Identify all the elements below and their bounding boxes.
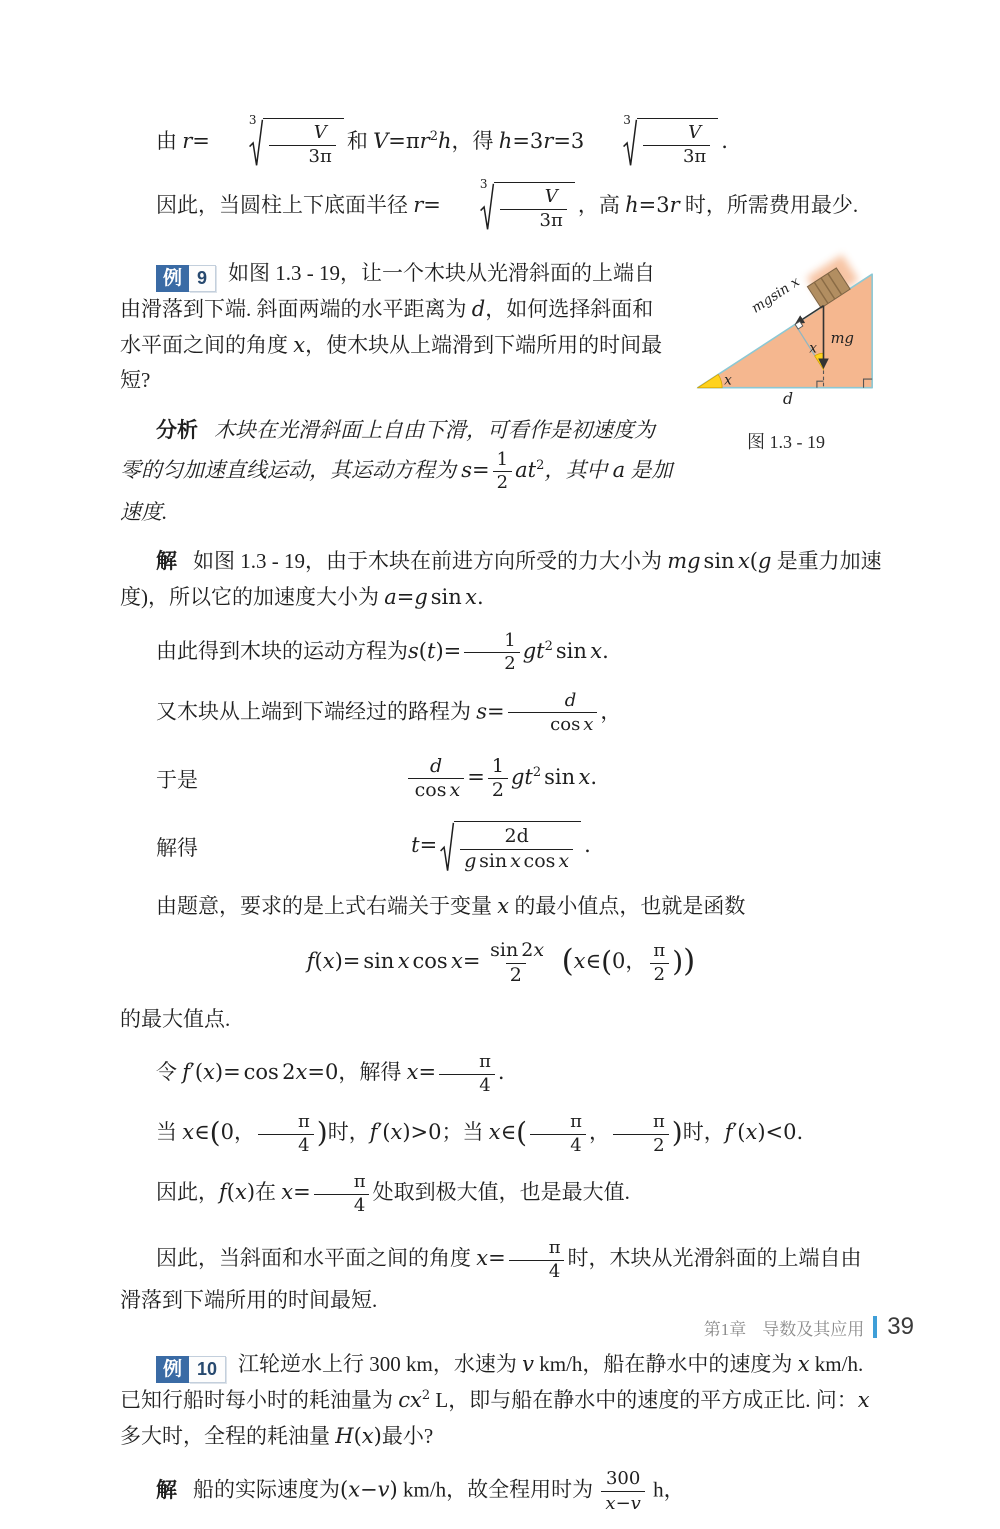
analysis-paragraph: 分析 木块在光滑斜面上自由下滑，可看作是初速度为零的匀加速直线运动，其运动方程为 s= $\frac{1}{2}$ $at^2$，其中 a 是加速度. <box>120 418 673 524</box>
text: 时，木块从光滑斜面的上端自由滑落到下端所用的时间最短. <box>120 1246 862 1313</box>
motion-equation-paragraph: 由此得到木块的运动方程为s(t)= $\frac{1}{2}$ $gt^2$ sin x. <box>156 629 609 675</box>
text: 由 <box>156 128 183 153</box>
text: ；当 <box>441 1120 489 1144</box>
cube-root: 3 $\frac{V}{3\pi}$ <box>444 182 575 232</box>
radical-sign <box>440 821 454 874</box>
cube-root: 3 $\frac{V}{3\pi}$ <box>587 118 718 168</box>
text: 最小? <box>381 1423 434 1448</box>
cube-root: 3 $\frac{V}{3\pi}$ <box>213 118 344 168</box>
label-x-left: x <box>724 372 732 389</box>
text: 因此，当斜面和水平面之间的角度 <box>156 1246 477 1270</box>
text: ，高 <box>577 192 626 217</box>
text: 的最大值点. <box>120 1006 231 1031</box>
text: 令 <box>156 1060 183 1084</box>
text: ，其中 <box>544 457 613 482</box>
page-footer <box>704 1313 914 1341</box>
solution-paragraph-2: 解 船的实际速度为(x−v) km/h，故全程用时为 $\frac{300}{x-v}$ h， <box>156 1468 685 1514</box>
max-point-paragraph <box>120 1002 882 1038</box>
text: 是重力加速度)，所以它的加速度大小为 <box>120 549 882 610</box>
label-mgsinx: mgsin x <box>748 273 803 317</box>
example-9-block <box>120 256 882 616</box>
text: 当 <box>156 1120 183 1144</box>
text: km/h. 已知行船时每小时的耗油量为 <box>120 1351 864 1412</box>
text: 又木块从上端到下端经过的路程为 <box>156 699 477 724</box>
figure-1-3-19 <box>690 258 882 454</box>
text: 和 <box>346 128 374 153</box>
page-number: 39 <box>887 1313 914 1340</box>
text: 木块在光滑斜面上自由下滑，可看作是初速度为零的匀加速直线运动，其运动方程为 <box>120 418 655 482</box>
text: 处取到极大值，也是最大值. <box>372 1180 630 1204</box>
inclined-plane-diagram <box>694 258 878 408</box>
example-label: 例 <box>156 265 189 292</box>
example-badge <box>156 265 216 292</box>
text: 多大时，全程的耗油量 <box>120 1423 336 1448</box>
row-label: 解得 <box>156 836 198 861</box>
example-badge <box>156 1356 226 1383</box>
body-paragraph-1: 由 r= 3 $\frac{V}{3\pi}$ 和 $V=\pi r^2h$，得 h=3r=3 3 $\frac{V}{3\pi}$ . <box>156 113 728 167</box>
body-paragraph-2: 因此，当圆柱上下底面半径 r= 3 $\frac{V}{3\pi}$ ，高 h=3r 时，所需费用最少. <box>156 177 859 231</box>
derivative-paragraph: 令 f′(x)= cos 2x=0，解得 x= $\frac{\pi}{4}$ . <box>156 1051 505 1096</box>
text: 是加速度. <box>120 457 673 524</box>
text: ，解得 <box>338 1060 407 1084</box>
label-mg: mg <box>830 330 854 348</box>
text: 由题意，要求的是上式右端关于变量 <box>156 894 498 919</box>
text: ， <box>600 699 622 724</box>
path-length-paragraph: 又木块从上端到下端经过的路程为 s= $\frac{d}{\text{cos x}}$ ， <box>156 689 622 736</box>
equation-row-yushi <box>120 753 882 805</box>
solution-paragraph-1: 解 如图 1.3 - 19，由于木块在前进方向所受的力大小为 mg sin x(g 是重力加速度)，所以它的加速度大小为 a=g sin x. <box>120 549 882 610</box>
angle-x-left <box>698 374 722 387</box>
conclusion-max-paragraph: 因此，f(x)在 x= $\frac{\pi}{4}$ 处取到极大值，也是最大值. <box>156 1171 630 1216</box>
equation-row-jiede <box>120 821 882 874</box>
label-d: d <box>783 388 794 408</box>
text: 船的实际速度为 <box>193 1477 340 1502</box>
display-equation: $\frac{d}{\text{cos x}}$ = $\frac{1}{2}$ $gt^2$ sin x. <box>120 755 882 804</box>
text: 如图 1.3 - 19，由于木块在前进方向所受的力大小为 <box>193 549 668 574</box>
text: 因此， <box>156 1180 219 1204</box>
square-root: $\frac{2d}{\text{g sin x cos x}}$ <box>440 821 581 874</box>
footer-chapter: 第1章 <box>703 1319 747 1339</box>
text: L，即与船在静水中的速度的平方成正比. 问： <box>430 1387 858 1412</box>
final-conclusion-paragraph: 因此，当斜面和水平面之间的角度 x= $\frac{\pi}{4}$ 时，木块从光滑斜面的上端自由滑落到下端所用的时间最短. <box>120 1237 862 1313</box>
text: 如图 1.3 - 19，让一个木块从光滑斜面的上端自由滑落到下端. 斜面两端的水平距离为 <box>120 261 656 321</box>
text: 江轮逆水上行 300 km，水速为 <box>238 1351 523 1376</box>
text: 在 <box>255 1180 282 1204</box>
monotonicity-paragraph: 当 x∈(0， $\frac{\pi}{4}$ )时，f′(x)>0；当 x∈( $\frac{\pi}{4}$ ， $\frac{\pi}{2}$ )时，f′(x)<0. <box>156 1111 804 1156</box>
text: km/h，故全程用时为 <box>397 1477 599 1502</box>
solution-label: 解 <box>156 549 177 574</box>
function-definition-equation: f(x)= sin x cos x= $\frac{\sin 2x}{2}$ (x∈(0， $\frac{\pi}{2}$ )) <box>306 939 696 986</box>
example-9-statement: 例 9 如图 1.3 - 19，让一个木块从光滑斜面的上端自由滑落到下端. 斜面两端的水平距离为 d，如何选择斜面和水平面之间的角度 x，使木块从上端滑到下端所用的时间最短? <box>120 261 663 393</box>
analysis-label: 分析 <box>156 418 198 443</box>
text: 时， <box>682 1120 725 1144</box>
text: 时，所需费用最少. <box>679 192 859 217</box>
display-equation: t= $\frac{2d}{\text{g sin x cos x}}$ . <box>120 821 882 874</box>
example-number: 10 <box>189 1356 226 1383</box>
solution-label: 解 <box>156 1477 177 1502</box>
text: km/h，船在静水中的速度为 <box>534 1351 798 1376</box>
example-label: 例 <box>156 1356 189 1383</box>
text: 由此得到木块的运动方程为 <box>156 638 408 663</box>
problem-restatement: 由题意，要求的是上式右端关于变量 x 的最小值点，也就是函数 <box>156 894 746 919</box>
footer-accent-bar <box>873 1316 877 1338</box>
label-x-inner: x <box>809 340 818 357</box>
text: h， <box>647 1477 685 1502</box>
footer-section-title: 导数及其应用 <box>762 1319 865 1339</box>
figure-caption: 图 1.3 - 19 <box>747 432 825 452</box>
row-label: 于是 <box>156 767 198 792</box>
text: 的最小值点，也就是函数 <box>509 894 746 919</box>
example-number: 9 <box>189 265 216 292</box>
text: ，得 <box>451 128 499 153</box>
example-10-statement: 例 10 江轮逆水上行 300 km，水速为 v km/h，船在静水中的速度为 x km/h. 已知行船时每小时的耗油量为 $cx^2$ L，即与船在静水中的速度的平方成正比. 问：x 多大时，全程的耗油量 H(x)最小? <box>120 1351 870 1448</box>
text: ，如何选择斜面和水平面之间的角度 <box>120 297 654 357</box>
text: 时， <box>327 1120 370 1144</box>
text: 因此，当圆柱上下底面半径 <box>156 192 414 217</box>
text: ，使木块从上端滑到下端所用的时间最短? <box>120 332 663 393</box>
